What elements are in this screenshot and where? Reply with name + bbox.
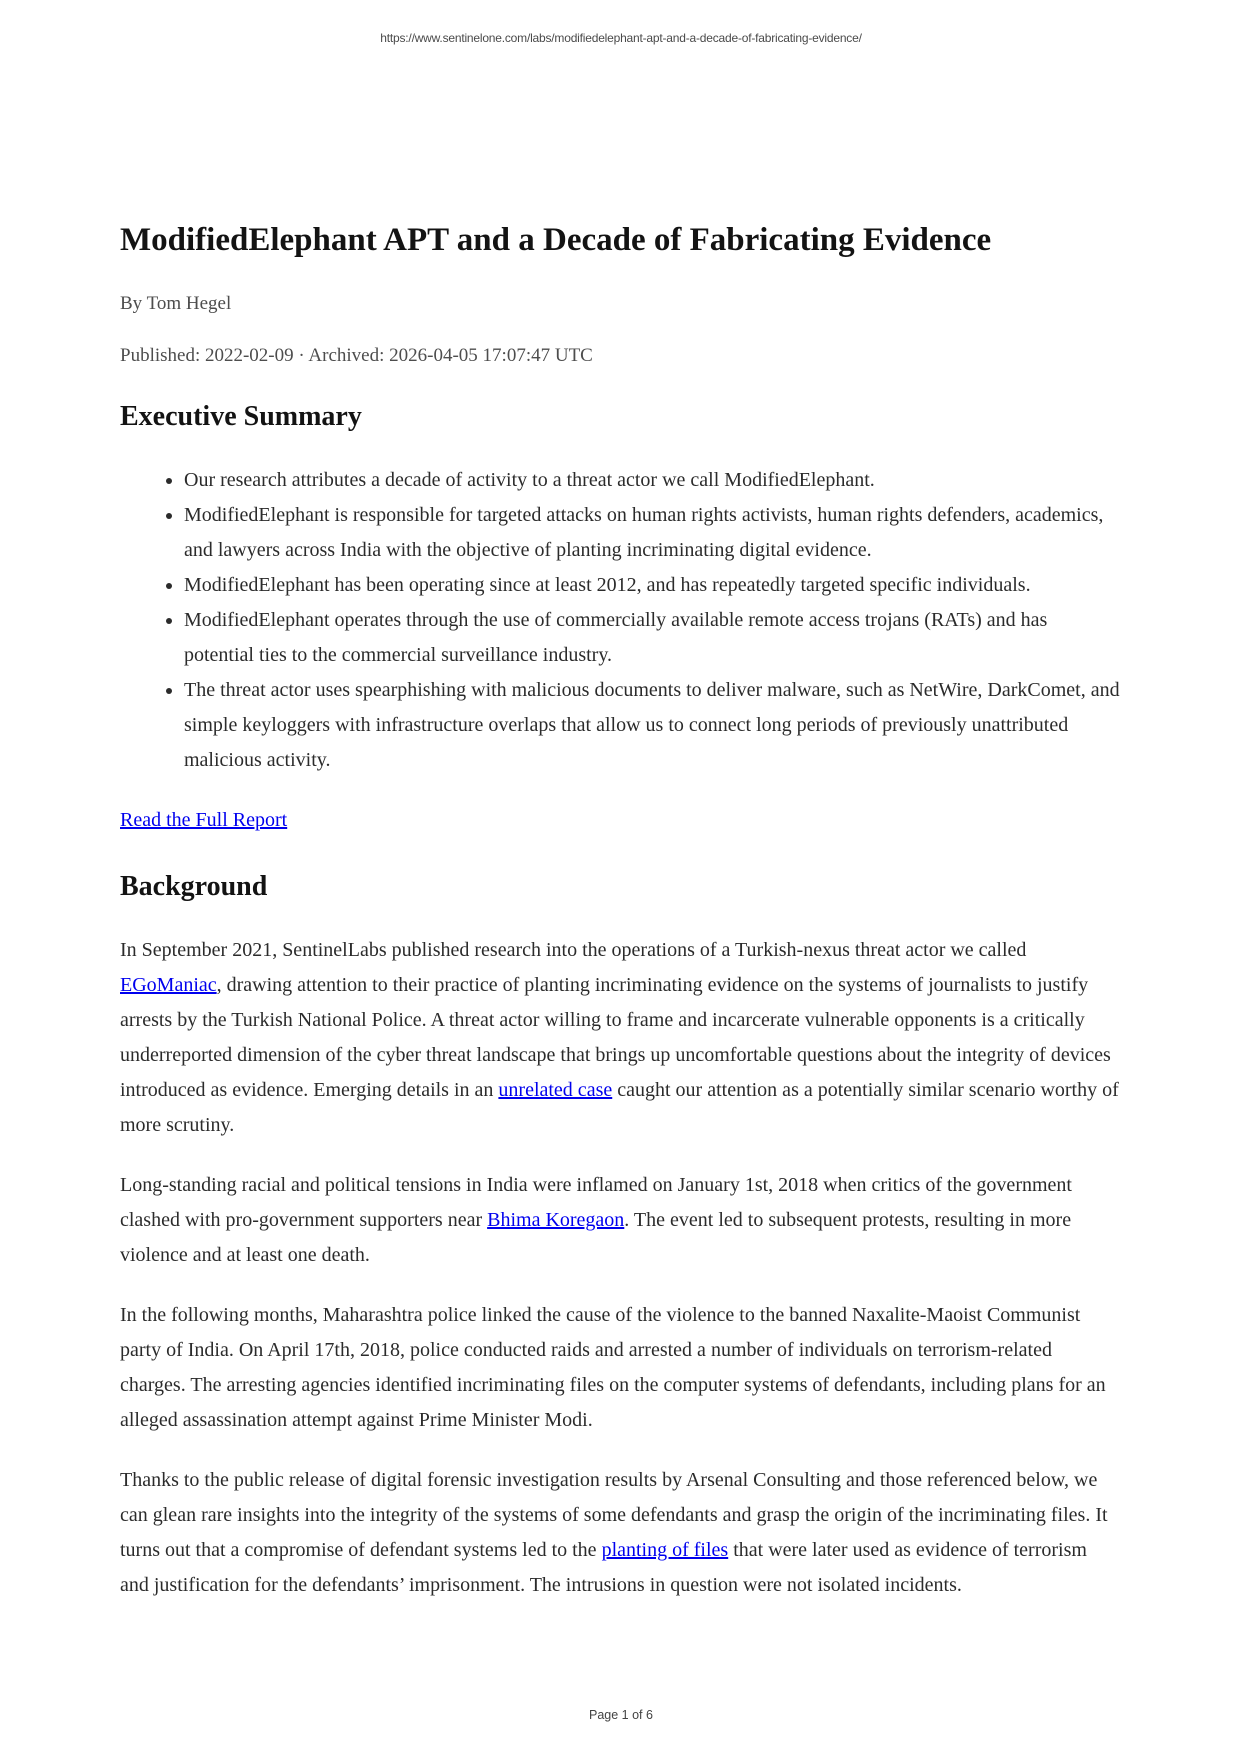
list-item: • Our research attributes a decade of activity to a threat actor we call ModifiedElephant.	[184, 463, 1120, 498]
background-paragraph-1	[120, 933, 1120, 1143]
section-heading-executive-summary: Executive Summary	[120, 401, 362, 432]
publish-archive-meta: Published: 2022-02-09 · Archived: 2026-04-05 17:07:47 UTC	[120, 345, 593, 366]
byline: By Tom Hegel	[120, 293, 232, 314]
list-item: • The threat actor uses spearphishing with malicious documents to deliver malware, such as NetWire, DarkComet, and simple keyloggers with infrastructure overlaps that allow us to connect long periods of previously unattributed malicious activity.	[184, 673, 1120, 778]
print-footer	[0, 1708, 1242, 1723]
text-segment: Long-standing racial and political tensions in India were inflamed on January 1st, 2018 when critics of the government clashed with pro-government supporters near	[120, 1174, 1072, 1231]
read-report-paragraph	[120, 803, 1120, 838]
text-segment: In September 2021, SentinelLabs published research into the operations of a Turkish-nexus threat actor we called	[120, 939, 1027, 961]
text-segment: . The event led to subsequent protests, resulting in more violence and at least one death.	[120, 1209, 1072, 1266]
background-paragraph-4	[120, 1463, 1120, 1603]
page-url: https://www.sentinelone.com/labs/modifiedelephant-apt-and-a-decade-of-fabricating-evidence/	[380, 31, 862, 45]
list-item: • ModifiedElephant operates through the use of commercially available remote access trojans (RATs) and has potential ties to the commercial surveillance industry.	[184, 603, 1120, 673]
planting-of-files-link[interactable]: planting of files	[601, 1539, 729, 1561]
text-segment: caught our attention as a potentially similar scenario worthy of more scrutiny.	[120, 1079, 1119, 1136]
bhima-koregaon-link[interactable]: Bhima Koregaon	[487, 1209, 625, 1231]
text-segment: , drawing attention to their practice of planting incriminating evidence on the systems of journalists to justify arrests by the Turkish National Police. A threat actor willing to frame and incarcerate vulnerable opponents is a critically underreported dimension of the cyber threat landscape that brings up uncomfortable questions about the integrity of devices introduced as evidence. Emerging details in an	[120, 974, 1111, 1101]
list-item: • ModifiedElephant has been operating since at least 2012, and has repeatedly targeted specific individuals.	[184, 568, 1120, 603]
background-paragraph-2	[120, 1168, 1120, 1273]
read-full-report-link[interactable]: Read the Full Report	[120, 809, 288, 831]
page-number: Page 1 of 6	[589, 1708, 653, 1722]
background-paragraph-3: In the following months, Maharashtra police linked the cause of the violence to the banned Naxalite-Maoist Communist party of India. On April 17th, 2018, police conducted raids and arrested a number of individuals on terrorism-related charges. The arresting agencies identified incriminating files on the computer systems of defendants, including plans for an alleged assassination attempt against Prime Minister Modi.	[120, 1304, 1106, 1431]
egomaniac-link[interactable]: EGoManiac	[120, 974, 217, 996]
text-segment: Thanks to the public release of digital forensic investigation results by Arsenal Consulting and those referenced below, we can glean rare insights into the integrity of the systems of some defendants and grasp the origin of the incriminating files. It turns out that a compromise of defendant systems led to the	[120, 1469, 1108, 1561]
page-title: ModifiedElephant APT and a Decade of Fabricating Evidence	[120, 222, 992, 258]
unrelated-case-link[interactable]: unrelated case	[498, 1079, 613, 1101]
executive-summary-list	[120, 463, 1120, 778]
article	[120, 0, 1120, 1603]
section-heading-background: Background	[120, 871, 268, 902]
text-segment: that were later used as evidence of terrorism and justification for the defendants’ imprisonment. The intrusions in question were not isolated incidents.	[120, 1539, 1087, 1596]
list-item: • ModifiedElephant is responsible for targeted attacks on human rights activists, human rights defenders, academics, and lawyers across India with the objective of planting incriminating digital evidence.	[184, 498, 1120, 568]
